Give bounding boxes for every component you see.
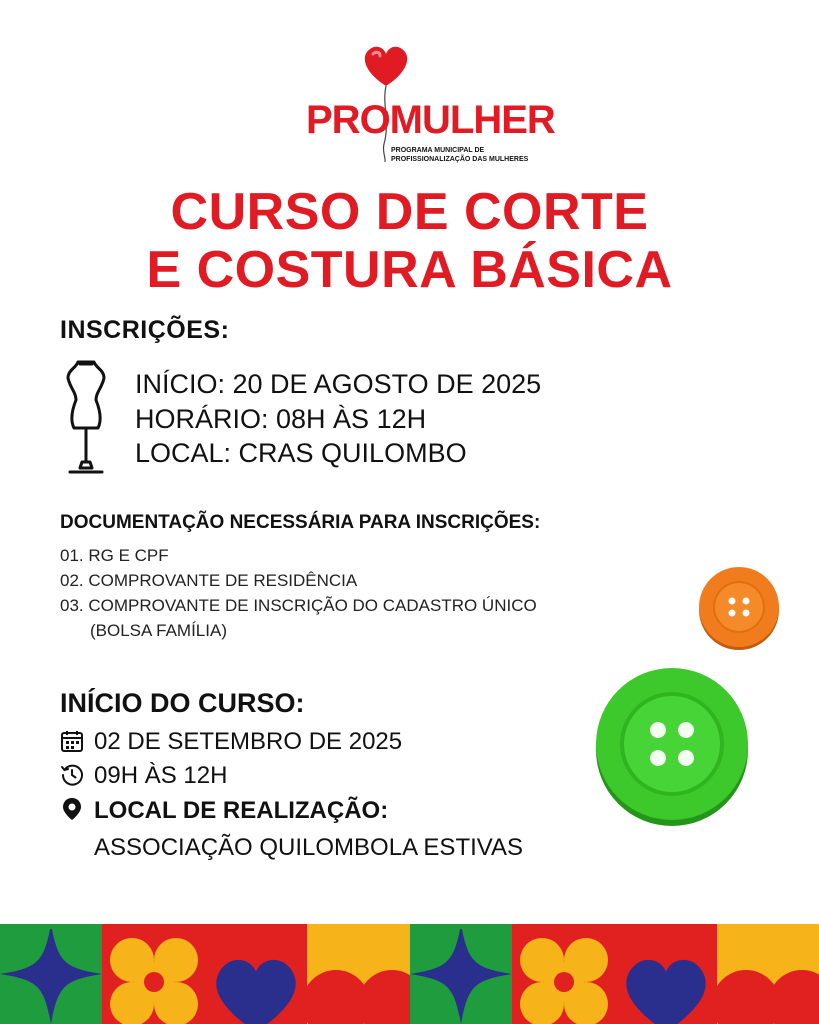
- documentation-item: 03. COMPROVANTE DE INSCRIÇÃO DO CADASTRO ÚNICO: [60, 596, 537, 615]
- brand-subtitle: [391, 146, 528, 164]
- pattern-tile-arcs: [712, 924, 819, 1024]
- brand-subtitle-line2: PROFISSIONALIZAÇÃO DAS MULHERES: [391, 156, 529, 163]
- documentation-item: 02. COMPROVANTE DE RESIDÊNCIA: [60, 571, 358, 590]
- green-sewing-button-icon: [592, 664, 752, 828]
- decorative-pattern: [0, 924, 819, 1024]
- pattern-tile-heart: [615, 924, 717, 1024]
- inscricoes-time: HORÁRIO: 08H ÀS 12H: [135, 404, 427, 434]
- documentation-item: 01. RG E CPF: [60, 546, 169, 565]
- inscricoes-start: INÍCIO: 20 DE AGOSTO DE 2025: [135, 369, 542, 399]
- calendar-icon: [60, 729, 84, 753]
- inscricoes-place: LOCAL: CRAS QUILOMBO: [135, 438, 467, 468]
- course-place: ASSOCIAÇÃO QUILOMBOLA ESTIVAS: [94, 834, 524, 861]
- pattern-tile-star: [0, 924, 102, 1024]
- brand-subtitle-line1: PROGRAMA MUNICIPAL DE: [391, 147, 485, 154]
- course-date: 02 DE SETEMBRO DE 2025: [94, 728, 403, 755]
- inscricoes-heading: INSCRIÇÕES:: [60, 316, 230, 344]
- pattern-tile-arcs: [302, 924, 426, 1024]
- mannequin-icon: [60, 358, 112, 478]
- pattern-tile-flower: [102, 924, 205, 1024]
- course-time: 09H ÀS 12H: [94, 762, 228, 789]
- location-pin-icon: [60, 797, 84, 821]
- pattern-tile-star: [410, 924, 512, 1024]
- clock-icon: [60, 763, 84, 787]
- pattern-tile-flower: [512, 924, 615, 1024]
- course-place-label: LOCAL DE REALIZAÇÃO:: [94, 797, 389, 824]
- orange-sewing-button-icon: [697, 566, 781, 650]
- brand-name: PROMULHER: [306, 98, 555, 142]
- pattern-tile-heart: [205, 924, 307, 1024]
- page-title-line1: CURSO DE CORTE: [170, 183, 649, 241]
- documentation-heading: DOCUMENTAÇÃO NECESSÁRIA PARA INSCRIÇÕES:: [60, 512, 541, 533]
- page-title-line2: E COSTURA BÁSICA: [146, 241, 673, 299]
- course-heading: INÍCIO DO CURSO:: [60, 688, 305, 718]
- documentation-item-continuation: (BOLSA FAMÍLIA): [90, 621, 227, 640]
